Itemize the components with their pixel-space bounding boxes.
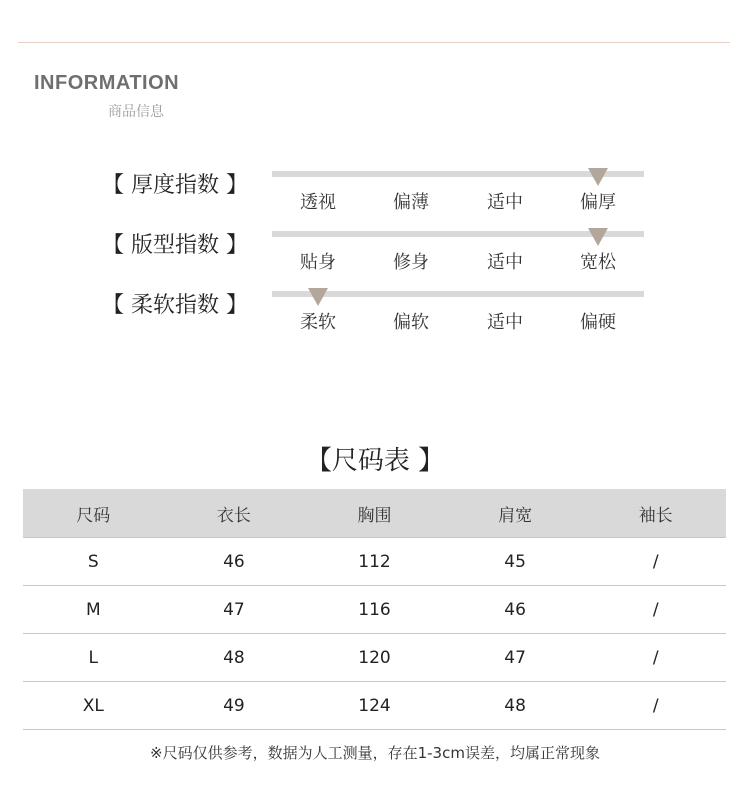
size-table-column-header: 胸围 <box>304 489 445 538</box>
index-option: 偏硬 <box>580 312 616 333</box>
table-cell: 47 <box>445 634 586 682</box>
index-option: 柔软 <box>300 312 336 333</box>
index-marker-triangle <box>588 168 608 186</box>
index-option: 适中 <box>487 312 523 333</box>
section-subtitle: 商品信息 <box>108 104 164 120</box>
table-cell: 124 <box>304 682 445 730</box>
index-option: 偏厚 <box>580 192 616 213</box>
index-row-fit <box>0 228 750 288</box>
index-option: 适中 <box>487 192 523 213</box>
table-row <box>23 634 726 682</box>
index-option: 适中 <box>487 252 523 273</box>
index-option: 贴身 <box>300 252 336 273</box>
table-cell: 120 <box>304 634 445 682</box>
table-cell: S <box>23 538 164 586</box>
index-option: 修身 <box>393 252 429 273</box>
table-cell: 48 <box>164 634 305 682</box>
index-option: 宽松 <box>580 252 616 273</box>
table-cell: L <box>23 634 164 682</box>
index-row-thickness <box>0 168 750 228</box>
section-title: INFORMATION <box>34 72 180 94</box>
top-divider <box>18 42 730 43</box>
index-marker-triangle <box>588 228 608 246</box>
size-table-column-header: 肩宽 <box>445 489 586 538</box>
size-table-body <box>23 538 726 730</box>
index-label-softness: 【 柔软指数 】 <box>102 293 248 318</box>
table-cell: 48 <box>445 682 586 730</box>
table-cell: / <box>585 634 726 682</box>
table-row <box>23 682 726 730</box>
size-footnote: ※尺码仅供参考，数据为人工测量，存在1-3cm误差，均属正常现象 <box>150 744 600 762</box>
size-table-column-header: 尺码 <box>23 489 164 538</box>
table-cell: 49 <box>164 682 305 730</box>
index-option: 透视 <box>300 192 336 213</box>
table-cell: 47 <box>164 586 305 634</box>
index-option: 偏软 <box>393 312 429 333</box>
index-label-thickness: 【 厚度指数 】 <box>102 173 248 198</box>
table-row <box>23 586 726 634</box>
table-cell: 46 <box>445 586 586 634</box>
table-cell: 112 <box>304 538 445 586</box>
table-cell: 116 <box>304 586 445 634</box>
table-cell: / <box>585 538 726 586</box>
table-cell: XL <box>23 682 164 730</box>
index-row-softness <box>0 288 750 348</box>
index-label-fit: 【 版型指数 】 <box>102 233 248 258</box>
table-cell: / <box>585 586 726 634</box>
table-row <box>23 538 726 586</box>
table-cell: 45 <box>445 538 586 586</box>
size-table <box>23 489 726 730</box>
index-marker-triangle <box>308 288 328 306</box>
table-cell: M <box>23 586 164 634</box>
size-table-column-header: 衣长 <box>164 489 305 538</box>
size-chart-title: 【尺码表 】 <box>305 446 445 476</box>
table-cell: 46 <box>164 538 305 586</box>
index-option: 偏薄 <box>393 192 429 213</box>
table-cell: / <box>585 682 726 730</box>
size-table-header-row <box>23 489 726 538</box>
size-table-column-header: 袖长 <box>585 489 726 538</box>
